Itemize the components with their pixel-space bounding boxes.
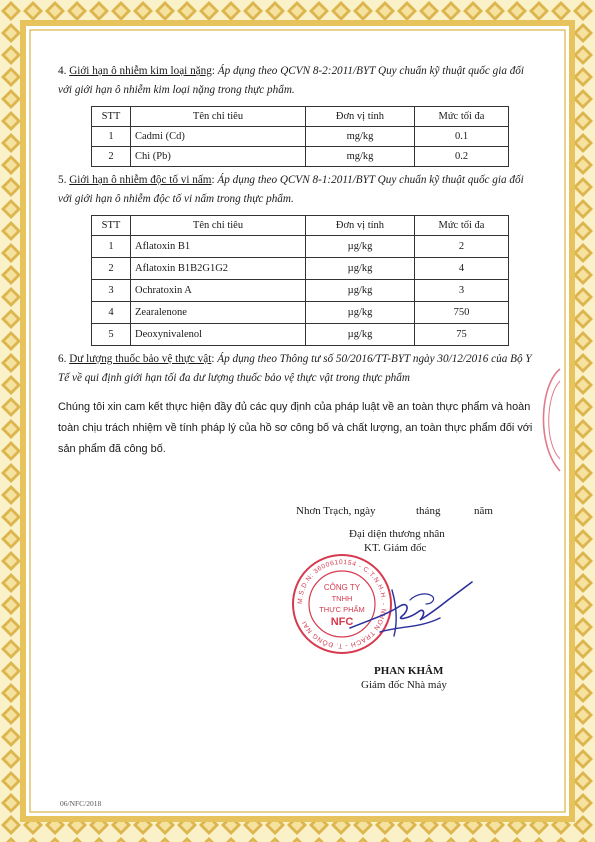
cell-stt: 2: [92, 258, 131, 280]
section-title: Giới hạn ô nhiễm kim loại nặng: [69, 65, 212, 77]
cell-unit: mg/kg: [306, 147, 415, 167]
cell-name: Zearalenone: [131, 302, 306, 324]
cell-max: 0.2: [415, 147, 509, 167]
cell-unit: mg/kg: [306, 127, 415, 147]
cell-stt: 5: [92, 324, 131, 346]
month-label: tháng: [416, 505, 441, 517]
cell-name: Deoxynivalenol: [131, 324, 306, 346]
place-date-line: [296, 505, 375, 517]
table-row: [92, 127, 509, 147]
table-row: [92, 236, 509, 258]
section-description: Áp dụng theo Thông tư số 50/2016/TT-BYT ngày 30/12/2016 của Bộ Y Tế về qui định giới hạn tối đa dư lượng thuốc bảo vệ thực vật trong thực phẩm: [58, 353, 532, 384]
director-role: KT. Giám đốc: [364, 542, 427, 554]
table-row: [92, 258, 509, 280]
col-header-max: Mức tối đa: [415, 107, 509, 127]
section-5-heading: 5. Giới hạn ô nhiễm độc tố vi nấm: Áp dụng theo QCVN 8-1:2011/BYT Quy chuẩn kỹ thuật quốc gia đối với giới hạn ô nhiễm độc tố vi nấm trong thực phẩm.: [58, 174, 524, 205]
section-number: 4.: [58, 65, 67, 77]
edge-stamp-partial: [534, 365, 562, 475]
col-header-stt: STT: [92, 107, 131, 127]
table-row: [92, 302, 509, 324]
cell-max: 750: [415, 302, 509, 324]
cell-unit: µg/kg: [306, 324, 415, 346]
signer-name: PHAN KHÂM: [374, 665, 444, 677]
svg-text:TNHH: TNHH: [331, 594, 353, 603]
cell-stt: 2: [92, 147, 131, 167]
table-row: [92, 280, 509, 302]
cell-stt: 1: [92, 236, 131, 258]
document-code-footer: 06/NFC/2018: [60, 799, 102, 808]
cell-name: Cadmi (Cd): [131, 127, 306, 147]
place-date-text: Nhơn Trạch, ngày: [296, 505, 376, 517]
svg-text:NFC: NFC: [330, 616, 354, 628]
section-number: 6.: [58, 353, 67, 365]
year-label: năm: [474, 505, 493, 517]
section-title: Dư lượng thuốc bảo vệ thực vật: [69, 353, 212, 365]
svg-text:M.S.D.N: 3600610154 - C.T.N.H.: M.S.D.N: 3600610154 - C.T.N.H.H. - NHƠN TRẠCH - T. ĐỒNG NAI: [296, 558, 388, 650]
cell-name: Aflatoxin B1B2G1G2: [131, 258, 306, 280]
cell-max: 2: [415, 236, 509, 258]
cell-max: 4: [415, 258, 509, 280]
cell-name: Aflatoxin B1: [131, 236, 306, 258]
document-body: [58, 62, 536, 471]
representative-role: Đại diện thương nhân: [349, 528, 445, 540]
cell-name: Chì (Pb): [131, 147, 306, 167]
section-title: Giới hạn ô nhiễm độc tố vi nấm: [69, 174, 212, 186]
col-header-unit: Đơn vị tính: [306, 216, 415, 236]
section-4-heading: 4. Giới hạn ô nhiễm kim loại nặng: Áp dụng theo QCVN 8-2:2011/BYT Quy chuẩn kỹ thuật quốc gia đối với giới hạn ô nhiễm kim loại nặng trong thực phẩm.: [58, 65, 525, 96]
section-number: 5.: [58, 174, 67, 186]
table-header-row: [92, 216, 509, 236]
cell-unit: µg/kg: [306, 258, 415, 280]
cell-max: 75: [415, 324, 509, 346]
commitment-paragraph: Chúng tôi xin cam kết thực hiện đầy đủ các quy định của pháp luật về an toàn thực phẩm và hoàn toàn chịu trách nhiệm về tính pháp lý của hồ sơ công bố và chất lượng, an toàn thực phẩm đối với sản phẩm đã công bố.: [58, 401, 533, 455]
cell-name: Ochratoxin A: [131, 280, 306, 302]
cell-unit: µg/kg: [306, 280, 415, 302]
svg-text:CÔNG TY: CÔNG TY: [323, 583, 361, 592]
col-header-stt: STT: [92, 216, 131, 236]
handwritten-signature: [340, 570, 480, 650]
cell-stt: 1: [92, 127, 131, 147]
section-description: Áp dụng theo QCVN 8-2:2011/BYT Quy chuẩn kỹ thuật quốc gia đối với giới hạn ô nhiễm kim loại nặng trong thực phẩm.: [58, 65, 525, 96]
col-header-name: Tên chỉ tiêu: [131, 107, 306, 127]
col-header-name: Tên chỉ tiêu: [131, 216, 306, 236]
cell-stt: 3: [92, 280, 131, 302]
heavy-metal-table: [91, 106, 509, 167]
signer-title: Giám đốc Nhà máy: [361, 679, 447, 691]
cell-max: 3: [415, 280, 509, 302]
section-description: Áp dụng theo QCVN 8-1:2011/BYT Quy chuẩn kỹ thuật quốc gia đối với giới hạn ô nhiễm độc tố vi nấm trong thực phẩm.: [58, 174, 524, 205]
cell-stt: 4: [92, 302, 131, 324]
table-row: [92, 147, 509, 167]
col-header-max: Mức tối đa: [415, 216, 509, 236]
cell-max: 0.1: [415, 127, 509, 147]
col-header-unit: Đơn vị tính: [306, 107, 415, 127]
mycotoxin-table: [91, 215, 509, 346]
svg-text:THỰC PHẨM: THỰC PHẨM: [319, 605, 365, 614]
table-header-row: [92, 107, 509, 127]
cell-unit: µg/kg: [306, 236, 415, 258]
table-row: [92, 324, 509, 346]
cell-unit: µg/kg: [306, 302, 415, 324]
section-6-heading: 6. Dư lượng thuốc bảo vệ thực vật: Áp dụng theo Thông tư số 50/2016/TT-BYT ngày 30/12/2016 của Bộ Y Tế về qui định giới hạn tối đa dư lượng thuốc bảo vệ thực vật trong thực phẩm: [58, 353, 532, 384]
